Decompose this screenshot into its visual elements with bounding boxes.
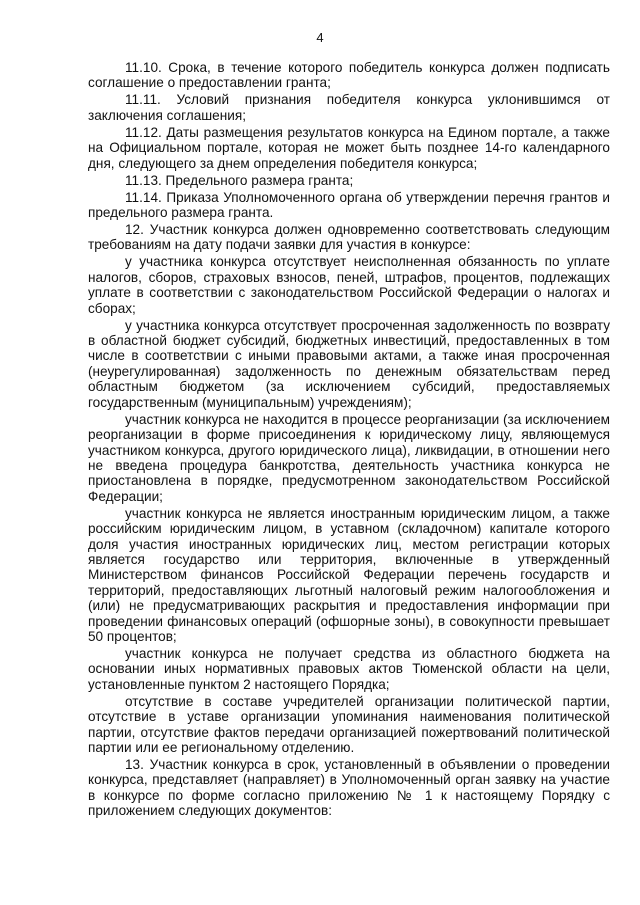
requirement-no-tax-debt: у участника конкурса отсутствует неисполненная обязанность по уплате налогов, сборов, страховых взносов, пеней, штрафов, процентов, подлежащих уплате в соответствии с законодательством Российской Федерации о налогах и сборах;	[88, 254, 610, 316]
paragraph-11-10: 11.10. Срока, в течение которого победитель конкурса должен подписать соглашение о предоставлении гранта;	[88, 60, 610, 91]
requirement-not-foreign-entity: участник конкурса не является иностранным юридическим лицом, а также российским юридическим лицом, в уставном (складочном) капитале которого доля участия иностранных юридических лиц, местом регистрации которых является государство или территория, включенные в утвержденный Министерством финансов Российской Федерации перечень государств и территорий, предоставляющих льготный налоговый режим налогообложения и (или) не предусматривающих раскрытия и предоставления информации при проведении финансовых операций (офшорные зоны), в совокупности превышает 50 процентов;	[88, 505, 610, 644]
requirement-no-reorganization: участник конкурса не находится в процессе реорганизации (за исключением реорганизации в форме присоединения к юридическому лицу, являющемуся участником конкурса, другого юридического лица), ликвидации, в отношении него не введена процедура банкротства, деятельность участника конкурса не приостановлена в порядке, предусмотренном законодательством Российской Федерации;	[88, 411, 611, 504]
requirement-no-political-party: отсутствие в составе учредителей организации политической партии, отсутствие в уставе организации упоминания наименования политической партии, отсутствие фактов передачи организацией пожертвований политической партии или ее региональному отделению.	[88, 693, 610, 755]
paragraph-11-13: 11.13. Предельного размера гранта;	[125, 172, 354, 188]
document-body	[88, 60, 610, 820]
requirement-no-other-funding: участник конкурса не получает средства из областного бюджета на основании иных нормативных правовых актов Тюменской области на цели, установленные пунктом 2 настоящего Порядка;	[88, 645, 610, 692]
paragraph-11-14: 11.14. Приказа Уполномоченного органа об утверждении перечня грантов и предельного размера гранта.	[88, 189, 610, 221]
page-number: 4	[316, 30, 324, 45]
paragraph-11-11: 11.11. Условий признания победителя конкурса уклонившимся от заключения соглашения;	[88, 92, 610, 123]
paragraph-13: 13. Участник конкурса в срок, установленный в объявлении о проведении конкурса, представляет (направляет) в Уполномоченный орган заявку на участие в конкурсе по форме согласно приложению № 1 к настоящему Порядку с приложением следующих документов:	[88, 757, 610, 819]
requirement-no-budget-debt: у участника конкурса отсутствует просроченная задолженность по возврату в областной бюджет субсидий, бюджетных инвестиций, предоставленных в том числе в соответствии с иными правовыми актами, а также иная просроченная (неурегулированная) задолженность по денежным обязательствам перед областным бюджетом (за исключением субсидий, предоставляемых государственным (муниципальным) учреждениям);	[88, 317, 610, 410]
paragraph-11-12: 11.12. Даты размещения результатов конкурса на Едином портале, а также на Официальном портале, которая не может быть позднее 14-го календарного дня, следующего за днем определения победителя конкурса;	[88, 124, 610, 171]
paragraph-12: 12. Участник конкурса должен одновременно соответствовать следующим требованиям на дату подачи заявки для участия в конкурсе:	[88, 222, 610, 253]
